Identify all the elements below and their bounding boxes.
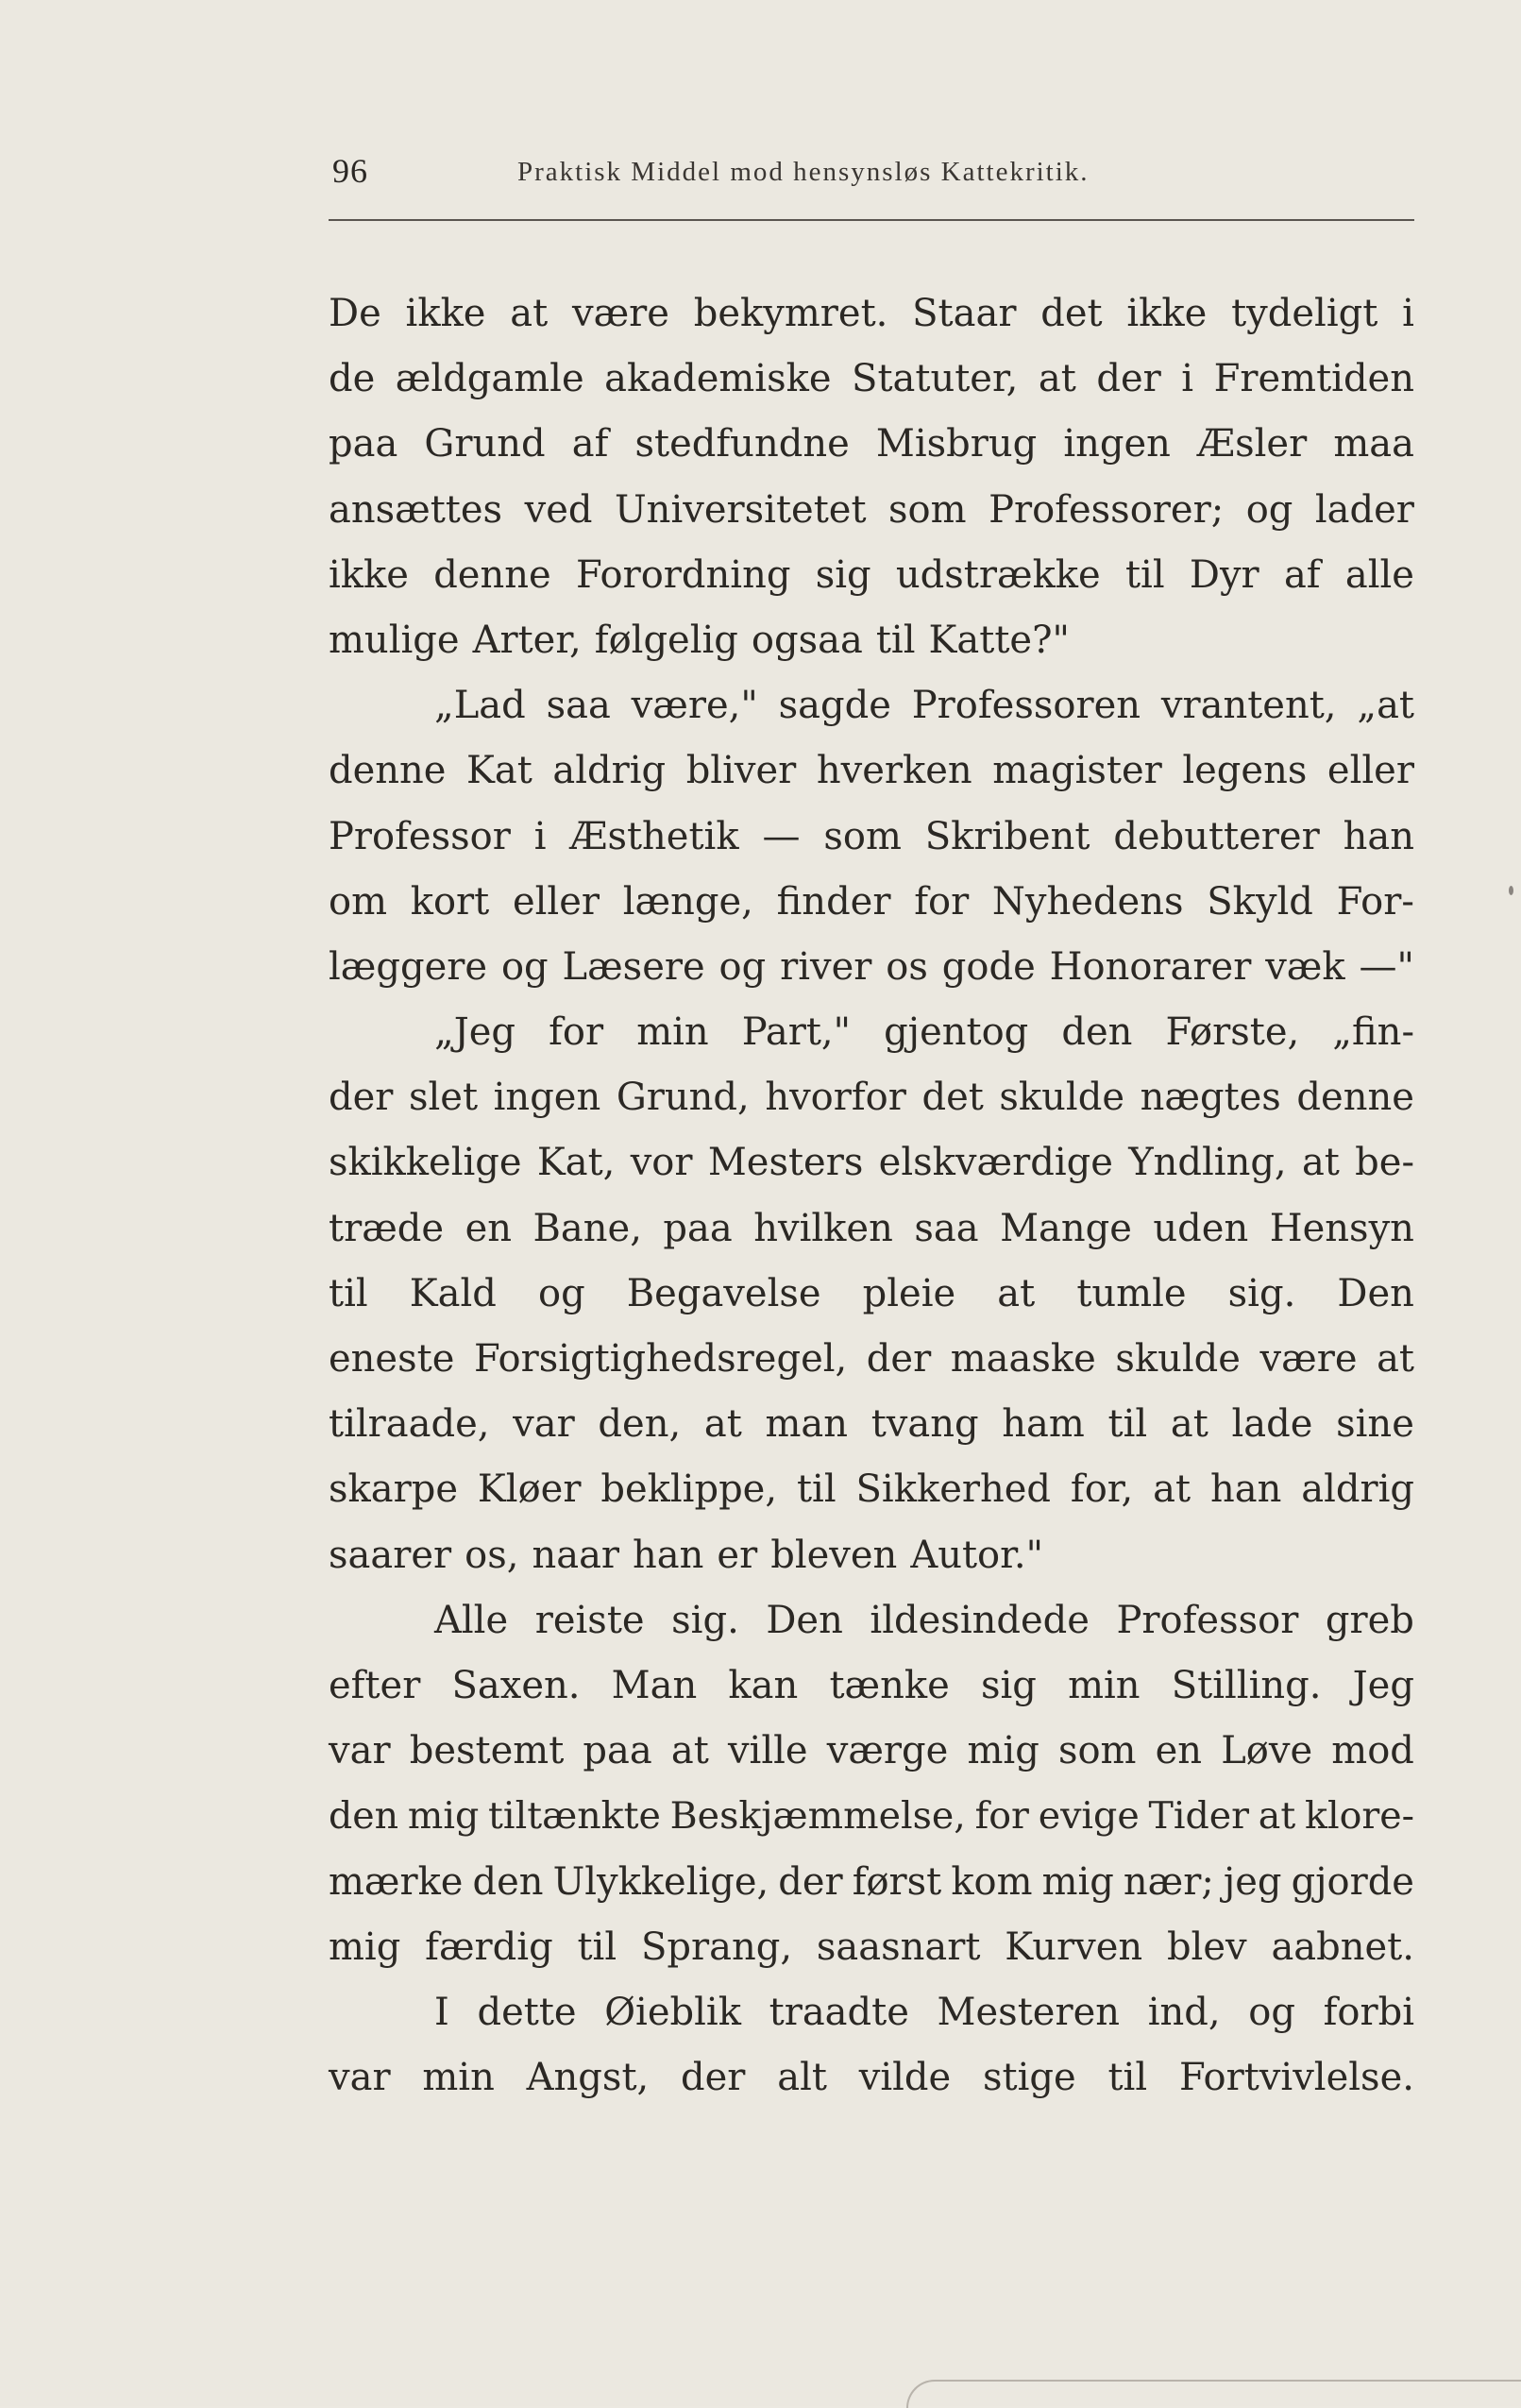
- word: at: [703, 1402, 742, 1447]
- word: træde: [329, 1206, 445, 1250]
- word: som: [823, 814, 902, 858]
- word: skikkelige: [329, 1141, 522, 1185]
- word: den: [1061, 1010, 1133, 1055]
- word: Jeg: [1352, 1663, 1414, 1707]
- word: at: [1377, 1337, 1414, 1381]
- word: det: [1040, 292, 1103, 335]
- word: Professorer;: [989, 487, 1225, 532]
- word: nær;: [1123, 1859, 1214, 1904]
- word: til: [1107, 1402, 1148, 1447]
- word: hvorfor: [765, 1076, 906, 1120]
- word: Staar: [912, 292, 1017, 335]
- word: i: [1402, 292, 1414, 335]
- text-line: [329, 543, 1414, 608]
- word: bestemt: [409, 1729, 565, 1773]
- word: det: [921, 1076, 984, 1120]
- word: denne: [433, 552, 551, 597]
- word: til: [329, 1271, 368, 1315]
- text-line: [329, 1065, 1414, 1130]
- word: gode: [941, 944, 1036, 989]
- page-corner-curl: [906, 2380, 1521, 2408]
- word: aldrig: [552, 749, 667, 793]
- word: For-: [1336, 879, 1414, 924]
- word: Den: [766, 1598, 843, 1642]
- word: alt: [777, 2056, 827, 2100]
- word: Begavelse: [626, 1271, 821, 1315]
- word: en: [1155, 1729, 1203, 1773]
- word: legens: [1182, 749, 1308, 793]
- word: saarer: [329, 1533, 452, 1577]
- text-line: [329, 1457, 1414, 1522]
- word: der: [778, 1859, 843, 1904]
- word: sig: [980, 1663, 1037, 1707]
- text-line: [329, 1980, 1414, 2045]
- word: Første,: [1165, 1010, 1300, 1055]
- word: os: [886, 944, 928, 989]
- word: for: [974, 1794, 1029, 1839]
- word: ingen: [493, 1076, 601, 1120]
- word: slet: [408, 1076, 479, 1120]
- text-line: [329, 1915, 1414, 1980]
- word: lade: [1231, 1402, 1313, 1447]
- word: man: [765, 1402, 849, 1447]
- text-line: [329, 805, 1414, 870]
- word: aabnet.: [1271, 1925, 1414, 1969]
- text-line: [329, 608, 1414, 673]
- word: Hensyn: [1269, 1206, 1414, 1250]
- word: Man: [611, 1663, 698, 1707]
- text-line: [329, 1784, 1414, 1849]
- word: gjorde: [1291, 1859, 1414, 1904]
- word: I: [434, 1990, 449, 2034]
- word: eller: [512, 879, 600, 924]
- word: der: [1096, 357, 1161, 401]
- word: elskværdige: [878, 1141, 1113, 1185]
- word: tænke: [829, 1663, 950, 1707]
- text-line: [329, 1850, 1414, 1915]
- word: maaske: [950, 1337, 1096, 1381]
- word: kan: [728, 1663, 799, 1707]
- word: Læsere: [562, 944, 705, 989]
- word: traadte: [769, 1990, 909, 2034]
- word: er: [717, 1533, 758, 1577]
- word: bekymret.: [693, 292, 888, 335]
- word: at: [1038, 357, 1076, 401]
- word: min: [1068, 1663, 1141, 1707]
- word: til: [796, 1467, 837, 1512]
- word: være: [571, 292, 669, 335]
- running-head: Praktisk Middel mod hensynsløs Kattekritik.: [517, 157, 1090, 187]
- word: at: [510, 292, 549, 335]
- word: „fin-: [1332, 1010, 1414, 1055]
- word: ikke: [329, 552, 409, 597]
- word: Bane,: [532, 1206, 642, 1250]
- word: Æsler: [1197, 422, 1308, 466]
- word: i: [1181, 357, 1194, 401]
- text-line: [329, 738, 1414, 804]
- word: mig: [1041, 1859, 1114, 1904]
- word: vilde: [858, 2056, 952, 2100]
- word: læggere: [329, 944, 488, 989]
- word: sig.: [671, 1598, 739, 1642]
- word: udstrække: [895, 552, 1101, 597]
- word: den: [329, 1794, 399, 1839]
- word: Honorarer: [1049, 944, 1252, 989]
- word: ogsaa: [751, 618, 863, 662]
- word: og: [538, 1271, 585, 1315]
- word: ikke: [1126, 292, 1208, 335]
- word: Kurven: [1005, 1925, 1143, 1969]
- word: Fortvivlelse.: [1178, 2056, 1414, 2100]
- word: ind,: [1147, 1990, 1221, 2034]
- word: ved: [524, 487, 593, 532]
- word: hvilken: [753, 1206, 893, 1250]
- text-line: [329, 1653, 1414, 1719]
- word: ansættes: [329, 487, 503, 532]
- word: til: [875, 618, 916, 662]
- word: skulde: [1115, 1337, 1241, 1381]
- word: denne: [329, 749, 447, 793]
- word: Yndling,: [1128, 1141, 1287, 1185]
- page-number: 96: [332, 152, 368, 190]
- word: Stilling.: [1171, 1663, 1322, 1707]
- word: tiltænkte: [488, 1794, 661, 1839]
- word: paa: [329, 422, 398, 466]
- word: paa: [663, 1206, 733, 1250]
- word: hverken: [816, 749, 972, 793]
- word: af: [1283, 552, 1321, 597]
- word: færdig: [425, 1925, 553, 1969]
- header-rule: [329, 219, 1414, 221]
- word: eneste: [329, 1337, 455, 1381]
- word: tydeligt: [1231, 292, 1378, 335]
- word: maa: [1333, 422, 1414, 466]
- word: saasnart: [816, 1925, 981, 1969]
- word: stige: [983, 2056, 1076, 2100]
- text-line: [329, 673, 1414, 738]
- word: bliver: [685, 749, 797, 793]
- text-line: [329, 281, 1414, 347]
- word: magister: [992, 749, 1162, 793]
- word: klore-: [1305, 1794, 1414, 1839]
- word: Kald: [409, 1271, 497, 1315]
- word: Mesteren: [937, 1990, 1121, 2034]
- word: Misbrug: [875, 422, 1038, 466]
- word: Professoren: [911, 684, 1141, 728]
- word: Arter,: [472, 618, 582, 662]
- word: greb: [1325, 1598, 1414, 1642]
- word: og: [1245, 487, 1293, 532]
- word: akademiske: [604, 357, 832, 401]
- word: ildesindede: [870, 1598, 1090, 1642]
- word: skulde: [999, 1076, 1125, 1120]
- word: Universitetet: [614, 487, 867, 532]
- word: debutterer: [1113, 814, 1320, 858]
- word: at: [1301, 1141, 1340, 1185]
- word: Den: [1337, 1271, 1414, 1315]
- word: Dyr: [1189, 552, 1259, 597]
- word: Øieblik: [604, 1990, 741, 2034]
- word: han: [1343, 814, 1414, 858]
- word: de: [329, 357, 376, 401]
- word: Professor: [1116, 1598, 1299, 1642]
- word: „Lad: [434, 684, 526, 728]
- word: værge: [826, 1729, 949, 1773]
- word: Sprang,: [640, 1925, 793, 1969]
- word: —": [1359, 944, 1414, 989]
- body-text: [329, 281, 1414, 2111]
- text-line: [329, 1000, 1414, 1065]
- word: Part,": [741, 1010, 852, 1055]
- word: Løve: [1221, 1729, 1313, 1773]
- word: og: [500, 944, 549, 989]
- word: lader: [1314, 487, 1414, 532]
- word: pleie: [862, 1271, 956, 1315]
- text-line: [329, 1327, 1414, 1392]
- word: Forsigtighedsregel,: [473, 1337, 848, 1381]
- word: til: [1124, 552, 1165, 597]
- word: efter: [329, 1663, 421, 1707]
- word: „at: [1357, 684, 1414, 728]
- word: —: [762, 814, 801, 858]
- word: vor: [630, 1141, 693, 1185]
- word: Kløer: [477, 1467, 582, 1512]
- word: til: [1107, 2056, 1148, 2100]
- word: nægtes: [1140, 1076, 1281, 1120]
- word: be-: [1355, 1141, 1414, 1185]
- word: uden: [1153, 1206, 1249, 1250]
- word: ville: [727, 1729, 808, 1773]
- word: vrantent,: [1160, 684, 1337, 728]
- word: jeg: [1223, 1859, 1282, 1904]
- word: først: [852, 1859, 942, 1904]
- word: mig: [329, 1925, 401, 1969]
- word: sig.: [1227, 1271, 1296, 1315]
- word: være: [1259, 1337, 1358, 1381]
- word: mod: [1331, 1729, 1414, 1773]
- word: tilraade,: [329, 1402, 490, 1447]
- word: at: [1170, 1402, 1208, 1447]
- word: Autor.": [910, 1533, 1043, 1577]
- word: og: [1248, 1990, 1295, 2034]
- word: naar: [532, 1533, 620, 1577]
- word: eller: [1327, 749, 1414, 793]
- word: alle: [1344, 552, 1414, 597]
- word: evige: [1038, 1794, 1140, 1839]
- word: Nyhedens: [991, 879, 1184, 924]
- word: om: [329, 879, 388, 924]
- word: Statuter,: [852, 357, 1019, 401]
- word: dette: [477, 1990, 577, 2034]
- word: mig: [967, 1729, 1039, 1773]
- word: ingen: [1063, 422, 1171, 466]
- word: Mesters: [707, 1141, 864, 1185]
- word: saa: [914, 1206, 979, 1250]
- word: Katte?": [928, 618, 1070, 662]
- word: Fremtiden: [1213, 357, 1414, 401]
- text-line: [329, 1588, 1414, 1653]
- word: en: [465, 1206, 513, 1250]
- word: mærke: [329, 1859, 464, 1904]
- word: Grund: [424, 422, 546, 466]
- word: reiste: [534, 1598, 645, 1642]
- word: at: [1153, 1467, 1191, 1512]
- word: blev: [1166, 1925, 1247, 1969]
- word: gjentog: [884, 1010, 1029, 1055]
- word: forbi: [1323, 1990, 1414, 2034]
- word: Ulykkelige,: [552, 1859, 769, 1904]
- word: tumle: [1076, 1271, 1187, 1315]
- word: Angst,: [526, 2056, 650, 2100]
- word: skarpe: [329, 1467, 459, 1512]
- word: river: [780, 944, 872, 989]
- word: aldrig: [1301, 1467, 1414, 1512]
- word: De: [329, 292, 381, 335]
- word: ældgamle: [395, 357, 584, 401]
- word: Skyld: [1207, 879, 1313, 924]
- word: saa: [546, 684, 611, 728]
- word: „Jeg: [434, 1010, 516, 1055]
- word: ham: [1002, 1402, 1085, 1447]
- word: følgelig: [594, 618, 738, 662]
- word: mig: [407, 1794, 480, 1839]
- word: denne: [1296, 1076, 1414, 1120]
- word: beklippe,: [600, 1467, 778, 1512]
- word: Mange: [1000, 1206, 1132, 1250]
- word: stedfundne: [634, 422, 850, 466]
- word: at: [670, 1729, 709, 1773]
- word: af: [571, 422, 609, 466]
- word: Skribent: [924, 814, 1090, 858]
- word: Grund,: [616, 1076, 750, 1120]
- page-header: [329, 151, 1414, 198]
- word: mulige: [329, 618, 460, 662]
- word: den: [472, 1859, 544, 1904]
- word: var: [513, 1402, 575, 1447]
- word: var: [329, 2056, 391, 2100]
- word: for,: [1070, 1467, 1134, 1512]
- word: at: [997, 1271, 1036, 1315]
- margin-speck: [1509, 886, 1513, 895]
- text-line: [329, 1130, 1414, 1196]
- word: Tider: [1148, 1794, 1250, 1839]
- word: min: [636, 1010, 709, 1055]
- word: der: [866, 1337, 932, 1381]
- word: som: [1057, 1729, 1137, 1773]
- text-line: [329, 347, 1414, 412]
- word: i: [533, 814, 547, 858]
- word: til: [577, 1925, 617, 1969]
- word: kort: [410, 879, 490, 924]
- word: han: [1209, 1467, 1282, 1512]
- word: Kat,: [536, 1141, 616, 1185]
- word: Alle: [434, 1598, 509, 1642]
- text-line: [329, 1523, 1414, 1588]
- word: tvang: [870, 1402, 979, 1447]
- word: kom: [951, 1859, 1033, 1904]
- word: som: [888, 487, 967, 532]
- word: være,": [631, 684, 758, 728]
- word: den,: [598, 1402, 682, 1447]
- word: sagde: [778, 684, 891, 728]
- word: finder: [776, 879, 891, 924]
- word: Sikkerhed: [855, 1467, 1052, 1512]
- word: bleven: [770, 1533, 898, 1577]
- word: for: [914, 879, 970, 924]
- word: sig: [815, 552, 871, 597]
- text-line: [329, 2045, 1414, 2111]
- word: ikke: [405, 292, 486, 335]
- text-line: [329, 935, 1414, 1000]
- text-line: [329, 1719, 1414, 1784]
- word: at: [1258, 1794, 1296, 1839]
- word: længe,: [622, 879, 753, 924]
- word: der: [681, 2056, 746, 2100]
- word: min: [422, 2056, 495, 2100]
- word: Kat: [466, 749, 532, 793]
- text-line: [329, 412, 1414, 477]
- word: Forordning: [575, 552, 791, 597]
- word: Beskjæmmelse,: [669, 1794, 966, 1839]
- word: og: [718, 944, 767, 989]
- text-line: [329, 478, 1414, 543]
- text-line: [329, 1262, 1414, 1327]
- word: Æsthetik: [569, 814, 739, 858]
- text-line: [329, 870, 1414, 935]
- word: sine: [1336, 1402, 1414, 1447]
- word: paa: [583, 1729, 652, 1773]
- text-line: [329, 1392, 1414, 1457]
- text-line: [329, 1196, 1414, 1262]
- word: os,: [465, 1533, 519, 1577]
- word: for: [549, 1010, 604, 1055]
- word: Professor: [329, 814, 511, 858]
- word: der: [329, 1076, 394, 1120]
- word: Saxen.: [451, 1663, 581, 1707]
- word: var: [329, 1729, 391, 1773]
- word: væk: [1265, 944, 1345, 989]
- word: han: [633, 1533, 704, 1577]
